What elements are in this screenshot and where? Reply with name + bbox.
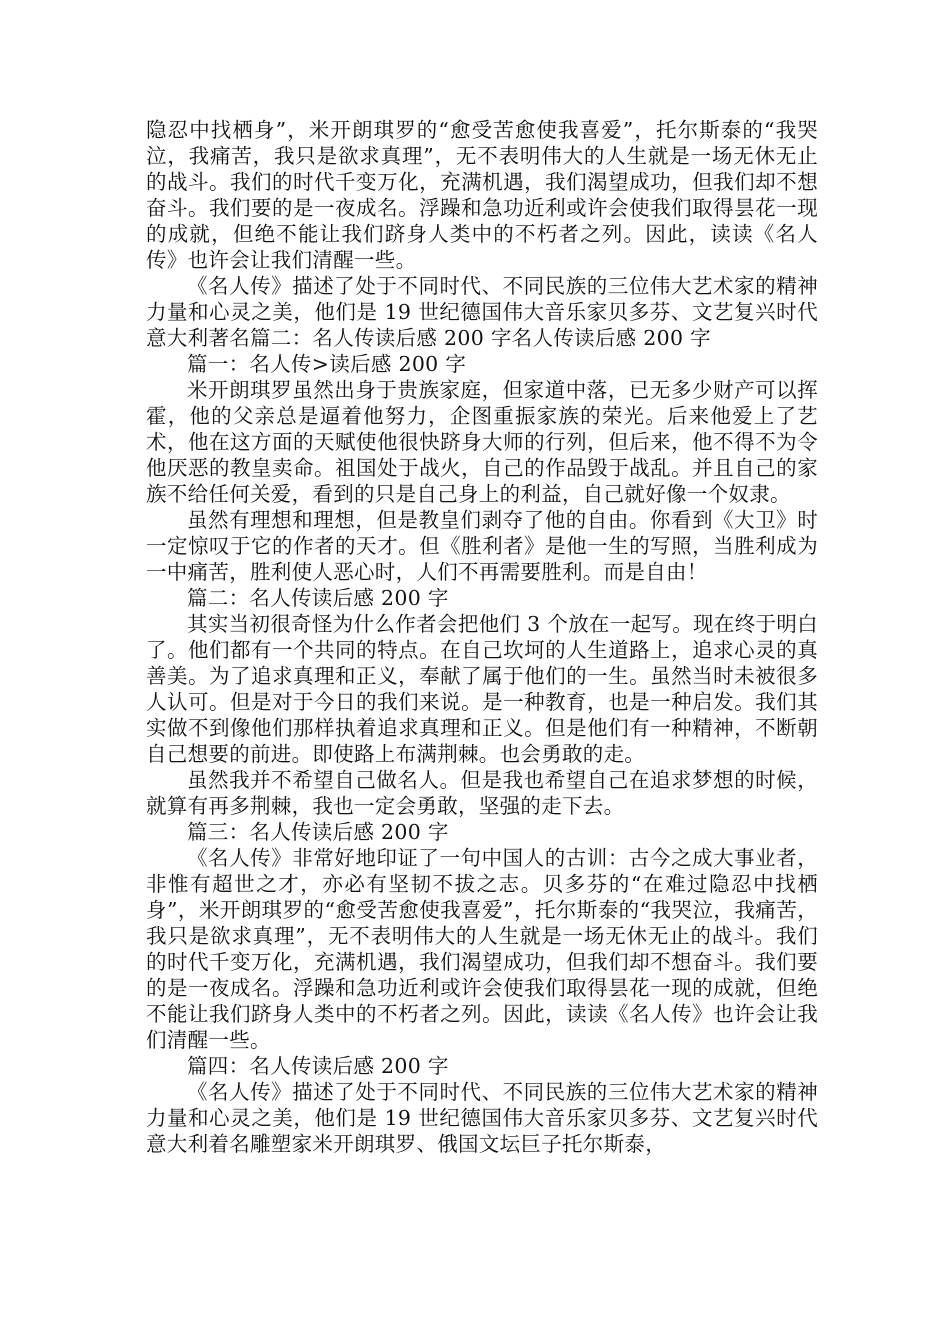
paragraph-michelangelo: 米开朗琪罗虽然出身于贵族家庭，但家道中落，已无多少财产可以挥霍，他的父亲总是逼着他努力，企图重振家族的荣光。后来他爱上了艺术，他在这方面的天赋使他很快跻身大师的行列，但后来，他不得不为令他厌恶的教皇卖命。祖国处于战火，自己的作品毁于战乱。并且自己的家族不给任何关爱，看到的只是自己身上的利益，自己就好像一个奴隶。	[146, 378, 818, 506]
paragraph-common-trait: 其实当初很奇怪为什么作者会把他们 3 个放在一起写。现在终于明白了。他们都有一个共同的特点。在自己坎坷的人生道路上，追求心灵的真善美。为了追求真理和正义，奉献了属于他们的一生。虽然当时未被很多人认可。但是对于今日的我们来说。是一种教育，也是一种启发。我们其实做不到像他们那样执着追求真理和正义。但是他们有一种精神，不断朝自己想要的前进。即使路上布满荆棘。也会勇敢的走。	[146, 612, 818, 766]
paragraph-freedom: 虽然有理想和理想，但是教皇们剥夺了他的自由。你看到《大卫》时一定惊叹于它的作者的天才。但《胜利者》是他一生的写照，当胜利成为一中痛苦，胜利使人恶心时，人们不再需要胜利。而是自由！	[146, 508, 818, 584]
section-heading-1: 篇一：名人传>读后感 200 字	[187, 352, 467, 376]
paragraph-artists-intro: 《名人传》描述了处于不同时代、不同民族的三位伟大艺术家的精神力量和心灵之美，他们是 19 世纪德国伟大音乐家贝多芬、文艺复兴时代意大利著名篇二：名人传读后感 200 字名人传读后感 200 字	[146, 274, 818, 350]
document-page	[146, 117, 818, 1157]
paragraph-ancient-maxim: 《名人传》非常好地印证了一句中国人的古训：古今之成大事业者，非惟有超世之才，亦必有坚韧不拔之志。贝多芬的“在难过隐忍中找栖身”，米开朗琪罗的“愈受苦愈使我喜爱”，托尔斯泰的“我哭泣，我痛苦，我只是欲求真理”，无不表明伟大的人生就是一场无休无止的战斗。我们的时代千变万化，充满机遇，我们渴望成功，但我们却不想奋斗。我们要的是一夜成名。浮躁和急功近利或许会使我们取得昙花一现的成就，但绝不能让我们跻身人类中的不朽者之列。因此，读读《名人传》也许会让我们清醒一些。	[146, 846, 818, 1052]
paragraph-three-artists: 《名人传》描述了处于不同时代、不同民族的三位伟大艺术家的精神力量和心灵之美，他们是 19 世纪德国伟大音乐家贝多芬、文艺复兴时代意大利着名雕塑家米开朗琪罗、俄国文坛巨子托尔斯泰，	[146, 1080, 818, 1156]
section-heading-3: 篇三：名人传读后感 200 字	[187, 820, 449, 844]
paragraph-intro-continuation: 隐忍中找栖身”，米开朗琪罗的“愈受苦愈使我喜爱”，托尔斯泰的“我哭泣，我痛苦，我只是欲求真理”，无不表明伟大的人生就是一场无休无止的战斗。我们的时代千变万化，充满机遇，我们渴望成功，但我们却不想奋斗。我们要的是一夜成名。浮躁和急功近利或许会使我们取得昙花一现的成就，但绝不能让我们跻身人类中的不朽者之列。因此，读读《名人传》也许会让我们清醒一些。	[146, 118, 818, 272]
section-heading-4: 篇四：名人传读后感 200 字	[187, 1054, 449, 1078]
paragraph-dream: 虽然我并不希望自己做名人。但是我也希望自己在追求梦想的时候，就算有再多荆棘，我也一定会勇敢，坚强的走下去。	[146, 768, 818, 818]
section-heading-2: 篇二：名人传读后感 200 字	[187, 586, 449, 610]
